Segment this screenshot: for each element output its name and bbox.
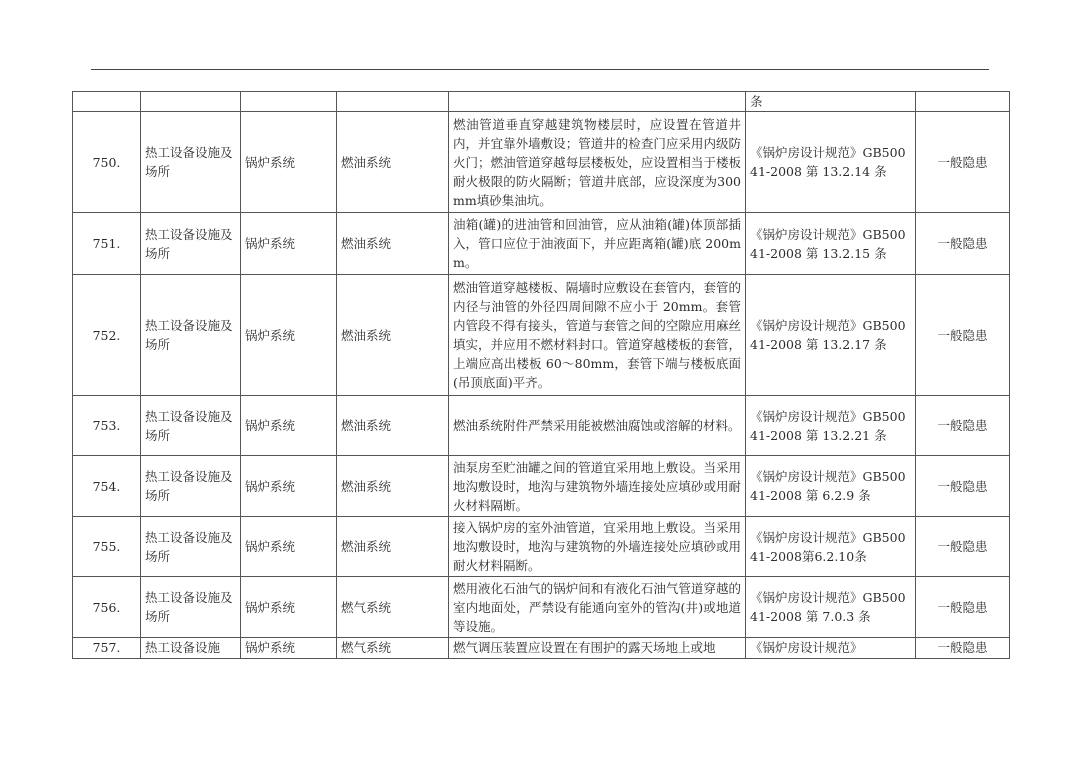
row-subsystem: 燃油系统	[337, 396, 449, 456]
row-system: 锅炉系统	[241, 638, 337, 659]
row-subsystem: 燃气系统	[337, 577, 449, 638]
table-row	[73, 275, 1010, 396]
row-requirement	[449, 92, 746, 112]
row-hazard-level: 一般隐患	[916, 517, 1010, 577]
row-reference: 《锅炉房设计规范》GB50041-2008第6.2.10条	[746, 517, 916, 577]
table-row	[73, 456, 1010, 517]
row-number	[73, 92, 141, 112]
hazard-standard-table	[72, 91, 1010, 659]
row-hazard-level: 一般隐患	[916, 275, 1010, 396]
row-category: 热工设备设施及场所	[141, 456, 241, 517]
row-reference: 《锅炉房设计规范》GB50041-2008 第 13.2.17 条	[746, 275, 916, 396]
row-requirement: 油泵房至贮油罐之间的管道宜采用地上敷设。当采用地沟敷设时，地沟与建筑物外墙连接处应填砂或用耐火材料隔断。	[449, 456, 746, 517]
row-reference: 《锅炉房设计规范》GB50041-2008 第 13.2.15 条	[746, 213, 916, 275]
row-subsystem	[337, 92, 449, 112]
table-row	[73, 517, 1010, 577]
row-number: 756.	[73, 577, 141, 638]
row-requirement: 燃油管道穿越楼板、隔墙时应敷设在套管内，套管的内径与油管的外径四周间隙不应小于 20mm。套管内管段不得有接头，管道与套管之间的空隙应用麻丝填实，并应用不燃材料封口。管道穿越楼板的套管，上端应高出楼板 60～80mm，套管下端与楼板底面(吊顶底面)平齐。	[449, 275, 746, 396]
row-subsystem: 燃气系统	[337, 638, 449, 659]
row-reference: 《锅炉房设计规范》GB50041-2008 第 6.2.9 条	[746, 456, 916, 517]
row-hazard-level: 一般隐患	[916, 112, 1010, 213]
row-number: 750.	[73, 112, 141, 213]
row-requirement: 燃用液化石油气的锅炉间和有液化石油气管道穿越的室内地面处，严禁设有能通向室外的管沟(井)或地道等设施。	[449, 577, 746, 638]
row-reference: 《锅炉房设计规范》GB50041-2008 第 13.2.14 条	[746, 112, 916, 213]
row-reference: 条	[746, 92, 916, 112]
row-system: 锅炉系统	[241, 213, 337, 275]
row-category: 热工设备设施及场所	[141, 577, 241, 638]
row-number: 755.	[73, 517, 141, 577]
row-number: 754.	[73, 456, 141, 517]
row-system: 锅炉系统	[241, 456, 337, 517]
row-category: 热工设备设施及场所	[141, 112, 241, 213]
table-row	[73, 112, 1010, 213]
row-category: 热工设备设施及场所	[141, 213, 241, 275]
row-system: 锅炉系统	[241, 275, 337, 396]
row-system: 锅炉系统	[241, 112, 337, 213]
row-category	[141, 92, 241, 112]
row-category: 热工设备设施及场所	[141, 275, 241, 396]
row-hazard-level: 一般隐患	[916, 213, 1010, 275]
row-subsystem: 燃油系统	[337, 112, 449, 213]
row-category: 热工设备设施	[141, 638, 241, 659]
row-number: 757.	[73, 638, 141, 659]
row-number: 752.	[73, 275, 141, 396]
row-reference: 《锅炉房设计规范》	[746, 638, 916, 659]
row-hazard-level: 一般隐患	[916, 456, 1010, 517]
row-number: 751.	[73, 213, 141, 275]
row-hazard-level: 一般隐患	[916, 638, 1010, 659]
row-requirement: 燃气调压装置应设置在有围护的露天场地上或地	[449, 638, 746, 659]
header-rule	[91, 69, 989, 70]
row-system	[241, 92, 337, 112]
row-category: 热工设备设施及场所	[141, 396, 241, 456]
row-number: 753.	[73, 396, 141, 456]
table-row	[73, 396, 1010, 456]
row-subsystem: 燃油系统	[337, 517, 449, 577]
row-system: 锅炉系统	[241, 517, 337, 577]
table-row	[73, 213, 1010, 275]
row-system: 锅炉系统	[241, 577, 337, 638]
row-requirement: 燃油系统附件严禁采用能被燃油腐蚀或溶解的材料。	[449, 396, 746, 456]
row-system: 锅炉系统	[241, 396, 337, 456]
table-row-continuation	[73, 92, 1010, 112]
row-requirement: 油箱(罐)的进油管和回油管，应从油箱(罐)体顶部插入，管口应位于油液面下，并应距离箱(罐)底 200mm。	[449, 213, 746, 275]
row-reference: 《锅炉房设计规范》GB50041-2008 第 13.2.21 条	[746, 396, 916, 456]
row-subsystem: 燃油系统	[337, 275, 449, 396]
row-hazard-level: 一般隐患	[916, 577, 1010, 638]
row-subsystem: 燃油系统	[337, 213, 449, 275]
row-requirement: 燃油管道垂直穿越建筑物楼层时，应设置在管道井内，并宜靠外墙敷设；管道井的检查门应采用内级防火门；燃油管道穿越每层楼板处，应设置相当于楼板耐火极限的防火隔断；管道井底部，应设深度为300mm填砂集油坑。	[449, 112, 746, 213]
row-category: 热工设备设施及场所	[141, 517, 241, 577]
row-hazard-level: 一般隐患	[916, 396, 1010, 456]
table-row	[73, 638, 1010, 659]
row-requirement: 接入锅炉房的室外油管道，宜采用地上敷设。当采用地沟敷设时，地沟与建筑物的外墙连接处应填砂或用耐火材料隔断。	[449, 517, 746, 577]
row-subsystem: 燃油系统	[337, 456, 449, 517]
table-row	[73, 577, 1010, 638]
row-hazard-level	[916, 92, 1010, 112]
row-reference: 《锅炉房设计规范》GB50041-2008 第 7.0.3 条	[746, 577, 916, 638]
